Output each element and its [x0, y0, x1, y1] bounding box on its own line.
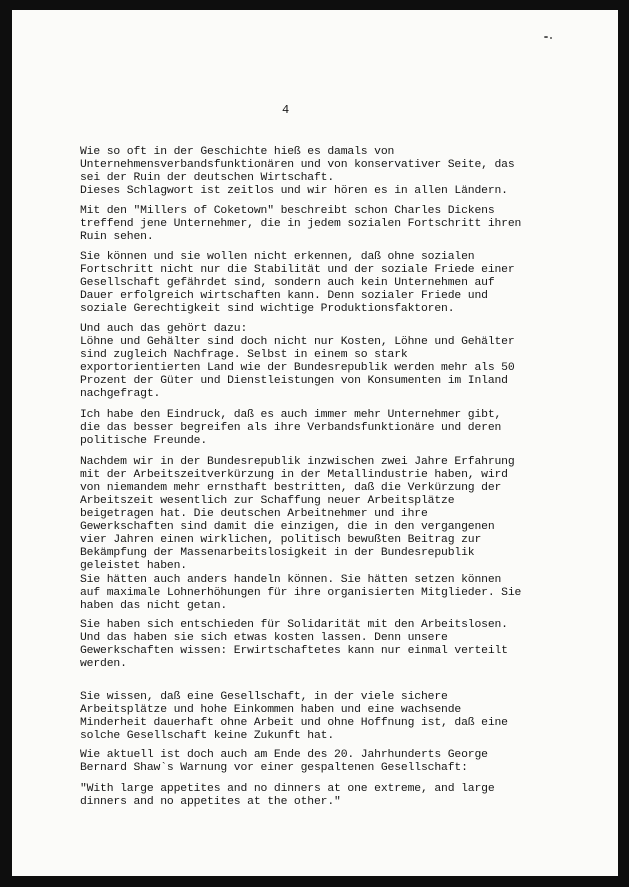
paragraph-coketown: Mit den "Millers of Coketown" beschreibt schon Charles Dickens treffend jene Unternehmer, die in jedem sozialen Fortschritt ihren Ruin sehen.	[80, 205, 522, 243]
paragraph-entrepreneurs: Ich habe den Eindruck, daß es auch immer mehr Unternehmer gibt, die das besser begreifen als ihre Verbandsfunktionäre und deren politische Freunde.	[80, 409, 502, 447]
scan-speck	[550, 37, 552, 39]
paragraph-social-progress: Sie können und sie wollen nicht erkennen, daß ohne sozialen Fortschritt nicht nur die Stabilität und der soziale Friede einer Gesellschaft gefährdet sind, sondern auch kein Unternehmen auf Dauer erfolgreich wirtschaften kann. Denn sozialer Friede und soziale Gerechtigkeit sind wichtige Produktionsfaktoren.	[80, 251, 515, 315]
shaw-quote: "With large appetites and no dinners at one extreme, and large dinners and no appetites at the other."	[80, 783, 495, 808]
paragraph-wages-demand: Und auch das gehört dazu: Löhne und Gehälter sind doch nicht nur Kosten, Löhne und Gehälter sind zugleich Nachfrage. Selbst in einem so stark exportorientierten Land wie der Bundesrepublik werden mehr als 50 Prozent der Güter und Dienstleistungen von Konsumenten im Inland nachgefragt.	[80, 323, 515, 400]
paragraph-shaw-intro: Wie aktuell ist doch auch am Ende des 20. Jahrhunderts George Bernard Shaw`s Warnung vor einer gespaltenen Gesellschaft:	[80, 749, 488, 774]
scan-speck	[544, 36, 548, 38]
page-number: 4	[282, 103, 290, 117]
paragraph-working-time: Nachdem wir in der Bundesrepublik inzwischen zwei Jahre Erfahrung mit der Arbeitszeitverkürzung in der Metallindustrie haben, wird von niemandem mehr ernsthaft bestritten, daß die Verkürzung der Arbeitszeit wesentlich zur Schaffung neuer Arbeitsplätze beigetragen hat. Die deutschen Arbeitnehmer und ihre Gewerkschaften sind damit die einzigen, die in den vergangenen vier Jahren einen wirklichen, politisch bewußten Beitrag zur Bekämpfung der Massenarbeitslosigkeit in der Bundesrepublik geleistet haben.	[80, 456, 515, 572]
paragraph-wage-choice: Sie hätten auch anders handeln können. Sie hätten setzen können auf maximale Lohnerhöhungen für ihre organisierten Mitglieder. Sie haben das nicht getan.	[80, 574, 522, 612]
paragraph-solidarity: Sie haben sich entschieden für Solidarität mit den Arbeitslosen. Und das haben sie sich etwas kosten lassen. Denn unsere Gewerkschaften wissen: Erwirtschaftetes kann nur einmal verteilt werden.	[80, 619, 508, 670]
paragraph-ruin: Wie so oft in der Geschichte hieß es damals von Unternehmensverbandsfunktionären und von konservativer Seite, das sei der Ruin der deutschen Wirtschaft. Dieses Schlagwort ist zeitlos und wir hören es in allen Ländern.	[80, 146, 515, 197]
paragraph-divided-society: Sie wissen, daß eine Gesellschaft, in der viele sichere Arbeitsplätze und hohe Einkommen haben und eine wachsende Minderheit dauerhaft ohne Arbeit und ohne Hoffnung ist, daß eine solche Gesellschaft keine Zukunft hat.	[80, 691, 508, 742]
